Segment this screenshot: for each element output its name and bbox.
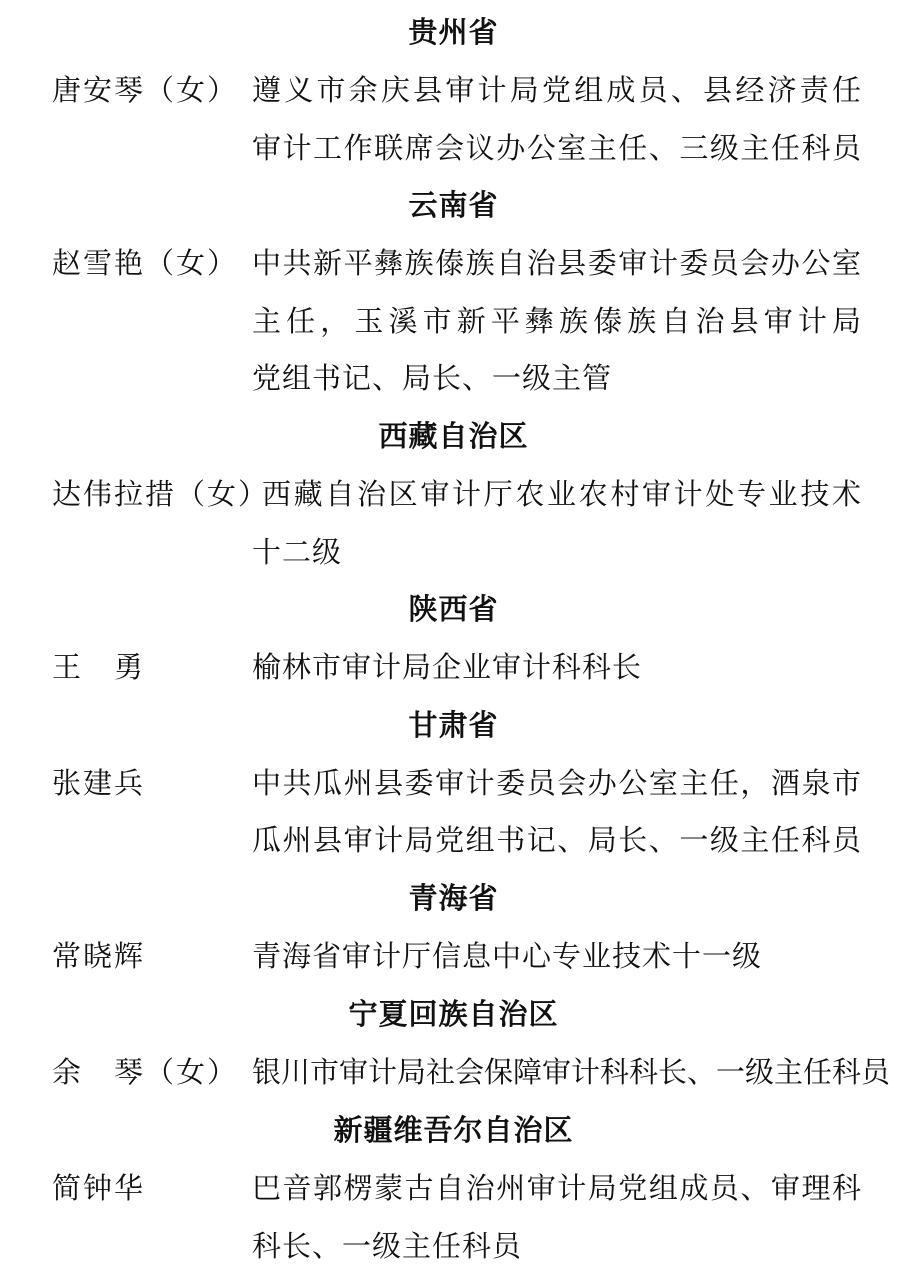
person-name: 张建兵 — [52, 766, 146, 800]
person-title-line: 十二级 — [252, 535, 343, 569]
province-heading: 贵州省 — [408, 15, 499, 49]
person-title-line: 青海省审计厅信息中心专业技术十一级 — [252, 939, 763, 973]
person-title-line: 审计工作联席会议办公室主任、三级主任科员 — [252, 131, 862, 165]
province-heading: 新疆维吾尔自治区 — [333, 1113, 574, 1147]
person-name: 王 勇 — [52, 650, 146, 684]
person-name: 达伟拉措（女） — [52, 477, 270, 511]
person-title-line: 榆林市审计局企业审计科科长 — [252, 650, 643, 684]
person-title-line: 西藏自治区审计厅农业农村审计处专业技术 — [262, 477, 862, 511]
province-heading: 宁夏回族自治区 — [348, 997, 559, 1031]
person-title-line: 中共瓜州县委审计委员会办公室主任，酒泉市 — [252, 766, 862, 800]
person-title-line: 党组书记、局长、一级主管 — [252, 361, 613, 395]
province-heading: 西藏自治区 — [378, 419, 529, 453]
person-name: 常晓辉 — [52, 939, 146, 973]
person-title-line: 遵义市余庆县审计局党组成员、县经济责任 — [252, 73, 862, 107]
person-name: 赵雪艳（女） — [52, 246, 239, 280]
province-heading: 陕西省 — [408, 592, 499, 626]
person-title-line: 巴音郭楞蒙古自治州审计局党组成员、审理科 — [252, 1171, 862, 1205]
person-name: 简钟华 — [52, 1171, 146, 1205]
province-heading: 甘肃省 — [408, 708, 499, 742]
person-title-line: 科长、一级主任科员 — [252, 1229, 523, 1263]
person-title-line: 中共新平彝族傣族自治县委审计委员会办公室 — [252, 246, 862, 280]
province-heading: 青海省 — [408, 881, 499, 915]
province-heading: 云南省 — [408, 188, 499, 222]
person-name: 唐安琴（女） — [52, 73, 239, 107]
person-title-line: 瓜州县审计局党组书记、局长、一级主任科员 — [252, 823, 862, 857]
person-title-line: 银川市审计局社会保障审计科科长、一级主任科员 — [252, 1055, 891, 1089]
person-name: 余 琴（女） — [52, 1055, 239, 1089]
person-title-line: 主任，玉溪市新平彝族傣族自治县审计局 — [252, 304, 862, 338]
